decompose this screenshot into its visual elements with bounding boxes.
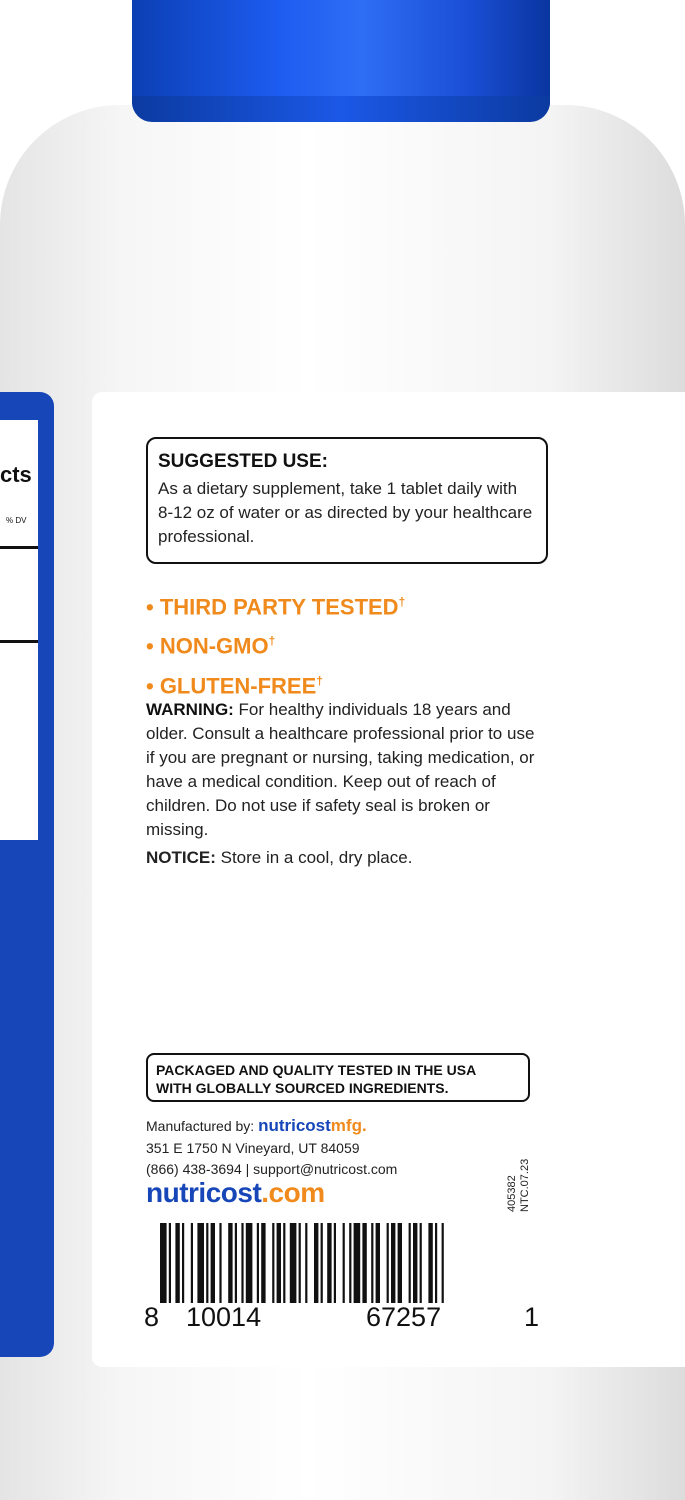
barcode-bar: [420, 1223, 422, 1303]
barcode-bar: [299, 1223, 301, 1303]
barcode-bar: [197, 1223, 204, 1303]
bottle-scene: cts % DV SUGGESTED USE: As a dietary supplement, take 1 tablet daily with 8-12 oz of water or as directed by your healthcare professional. • THIRD PARTY TESTED† • NON-GMO† • GLUTEN-FREE† WARNING: For healthy individuals 18 years and older. Consult a healthcare professional prior to use if you are pregnant or nursing, taking medication, or have a medical condition. Keep out of reach of children. Do not use if safety seal is broken or missing. NOTICE: Store in a cool, dry place. PACKAGED AND QUALITY TESTED IN THE USA WITH GLOBALLY SOURCED INGREDIENTS. Manufactured by: nutricostmfg. 351 E 1750 N Vineyard, UT 84059 (866) 438-3694 | support@nutricost.com nutricost.com 405382 NTC.07.23 8 10014 67257 1: [0, 0, 685, 1500]
barcode-bar: [409, 1223, 411, 1303]
lot-code: 405382 NTC.07.23: [506, 1158, 531, 1212]
packaged-line-1: PACKAGED AND QUALITY TESTED IN THE USA: [156, 1062, 477, 1078]
upc-barcode: [160, 1223, 540, 1303]
supplement-facts-partial-title: cts: [0, 462, 32, 487]
barcode-bar: [175, 1223, 179, 1303]
barcode-bar: [442, 1223, 444, 1303]
barcode-bar: [314, 1223, 318, 1303]
barcode-bar: [182, 1223, 184, 1303]
barcode-bar: [235, 1223, 237, 1303]
barcode-bar: [321, 1223, 323, 1303]
claim-non-gmo: • NON-GMO†: [146, 633, 276, 659]
barcode-bar: [160, 1223, 167, 1303]
barcode-bar: [349, 1223, 351, 1303]
barcode-bar: [327, 1223, 331, 1303]
barcode-bar: [398, 1223, 402, 1303]
suggested-use-text: As a dietary supplement, take 1 tablet daily with 8-12 oz of water or as directed by your healthcare professional.: [158, 479, 533, 546]
suggested-use-heading: SUGGESTED USE:: [158, 451, 328, 472]
barcode-bar: [305, 1223, 307, 1303]
barcode-bar: [371, 1223, 373, 1303]
barcode-bar: [257, 1223, 259, 1303]
barcode-bar: [334, 1223, 336, 1303]
barcode-bar: [387, 1223, 389, 1303]
barcode-bar: [219, 1223, 221, 1303]
barcode-bar: [261, 1223, 265, 1303]
warning-text: WARNING: For healthy individuals 18 years and older. Consult a healthcare professional prior to use if you are pregnant or nursing, taking medication, or have a medical condition. Keep out of reach of children. Do not use if safety seal is broken or missing.: [146, 700, 535, 839]
barcode-bar: [435, 1223, 437, 1303]
barcode-bar: [354, 1223, 361, 1303]
barcode-bar: [228, 1223, 232, 1303]
packaged-in-usa-box: [146, 1053, 530, 1102]
barcode-bar: [343, 1223, 345, 1303]
barcode-bar: [428, 1223, 432, 1303]
facts-rule: [0, 640, 38, 643]
barcode-bar: [272, 1223, 274, 1303]
facts-rule: [0, 546, 38, 549]
barcode-bar: [169, 1223, 171, 1303]
barcode-bar: [283, 1223, 285, 1303]
notice-text: NOTICE: Store in a cool, dry place.: [146, 848, 413, 867]
claim-gluten-free: • GLUTEN-FREE†: [146, 672, 323, 698]
nutricost-mfg-logo: nutricostmfg.: [258, 1116, 367, 1135]
dv-column-label: % DV: [6, 516, 27, 525]
barcode-bar: [391, 1223, 395, 1303]
packaged-line-2: WITH GLOBALLY SOURCED INGREDIENTS.: [156, 1080, 449, 1096]
barcode-bar: [246, 1223, 253, 1303]
barcode-bar: [413, 1223, 417, 1303]
manufacturer-address: 351 E 1750 N Vineyard, UT 84059 (866) 438-3694 | support@nutricost.com: [146, 1140, 398, 1177]
barcode-bar: [241, 1223, 243, 1303]
manufacturer-line: Manufactured by: nutricostmfg.: [146, 1116, 367, 1135]
suggested-use-box: [146, 437, 548, 564]
barcode-bar: [211, 1223, 215, 1303]
barcode-bar: [206, 1223, 208, 1303]
barcode-bar: [362, 1223, 366, 1303]
barcode-bar: [290, 1223, 297, 1303]
barcode-bar: [376, 1223, 380, 1303]
barcode-bar: [277, 1223, 281, 1303]
claim-third-party-tested: • THIRD PARTY TESTED†: [146, 594, 406, 620]
claims-list: [146, 585, 405, 703]
bottle-cap-rim: [132, 96, 550, 122]
website-logo: nutricost.com: [146, 1177, 325, 1208]
barcode-bar: [191, 1223, 193, 1303]
